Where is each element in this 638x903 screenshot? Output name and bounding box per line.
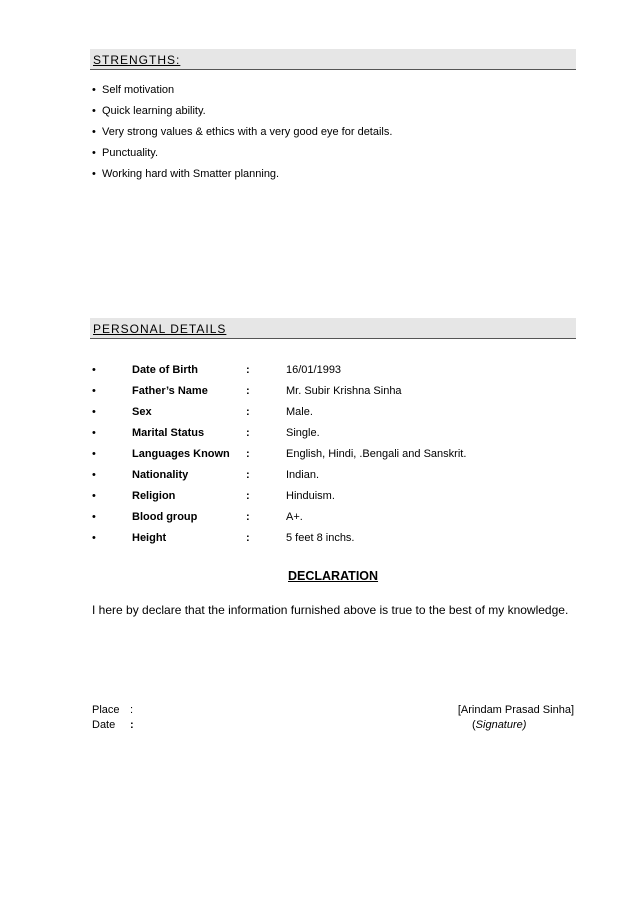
row-value: A+. xyxy=(286,511,303,523)
personal-row xyxy=(92,490,572,504)
row-colon: : xyxy=(246,532,250,544)
bullet-icon: • xyxy=(92,448,96,460)
row-colon: : xyxy=(246,427,250,439)
list-item: • Self motivation xyxy=(92,84,175,96)
row-value: Male. xyxy=(286,406,313,418)
bullet-icon: • xyxy=(92,532,96,544)
row-value: Single. xyxy=(286,427,320,439)
bullet-icon: • xyxy=(92,105,96,117)
row-label: Sex xyxy=(132,406,152,418)
list-item: • Working hard with Smatter planning. xyxy=(92,168,280,180)
strengths-heading: STRENGTHS: xyxy=(93,53,181,67)
strengths-list xyxy=(92,83,392,188)
declaration-text: I here by declare that the information furnished above is true to the best of my knowledge. xyxy=(92,603,569,617)
row-colon: : xyxy=(246,364,250,376)
row-label: Nationality xyxy=(132,469,189,481)
signature-caption: (Signature) xyxy=(472,719,527,731)
row-label: Religion xyxy=(132,490,176,502)
row-value: 5 feet 8 inchs. xyxy=(286,532,355,544)
bullet-icon: • xyxy=(92,406,96,418)
list-item: • Quick learning ability. xyxy=(92,105,206,117)
place-label: Place xyxy=(92,704,120,716)
bullet-icon: • xyxy=(92,147,96,159)
row-label: Blood group xyxy=(132,511,198,523)
row-value: English, Hindi, .Bengali and Sanskrit. xyxy=(286,448,467,460)
bullet-icon: • xyxy=(92,427,96,439)
row-value: Indian. xyxy=(286,469,320,481)
bullet-icon: • xyxy=(92,511,96,523)
bullet-icon: • xyxy=(92,469,96,481)
personal-row xyxy=(92,406,572,420)
personal-row xyxy=(92,448,572,462)
signatory-name: [Arindam Prasad Sinha] xyxy=(457,704,574,716)
bullet-icon: • xyxy=(92,84,96,96)
date-colon: : xyxy=(130,719,134,731)
row-value: Mr. Subir Krishna Sinha xyxy=(286,385,402,397)
personal-details-heading: PERSONAL DETAILS xyxy=(93,322,227,336)
personal-row xyxy=(92,385,572,399)
row-label: Marital Status xyxy=(132,427,205,439)
bullet-icon: • xyxy=(92,364,96,376)
personal-row xyxy=(92,532,572,546)
row-colon: : xyxy=(246,490,250,502)
personal-row xyxy=(92,364,572,378)
row-label: Height xyxy=(132,532,167,544)
bullet-icon: • xyxy=(92,385,96,397)
bullet-icon: • xyxy=(92,168,96,180)
personal-details-heading-bar xyxy=(90,318,576,339)
date-label: Date xyxy=(92,719,116,731)
row-label: Father’s Name xyxy=(132,385,208,397)
row-label: Date of Birth xyxy=(132,364,198,376)
row-label: Languages Known xyxy=(132,448,230,460)
bullet-icon: • xyxy=(92,126,96,138)
row-value: Hinduism. xyxy=(286,490,335,502)
row-colon: : xyxy=(246,469,250,481)
row-colon: : xyxy=(246,448,250,460)
bullet-icon: • xyxy=(92,490,96,502)
declaration-title: DECLARATION xyxy=(288,569,379,583)
place-colon: : xyxy=(130,704,134,716)
strengths-heading-bar xyxy=(90,49,576,70)
list-item: • Very strong values & ethics with a very good eye for details. xyxy=(92,126,393,138)
personal-row xyxy=(92,511,572,525)
row-value: 16/01/1993 xyxy=(286,364,342,376)
personal-row xyxy=(92,469,572,483)
list-item: • Punctuality. xyxy=(92,147,159,159)
row-colon: : xyxy=(246,385,250,397)
row-colon: : xyxy=(246,511,250,523)
personal-row xyxy=(92,427,572,441)
row-colon: : xyxy=(246,406,250,418)
